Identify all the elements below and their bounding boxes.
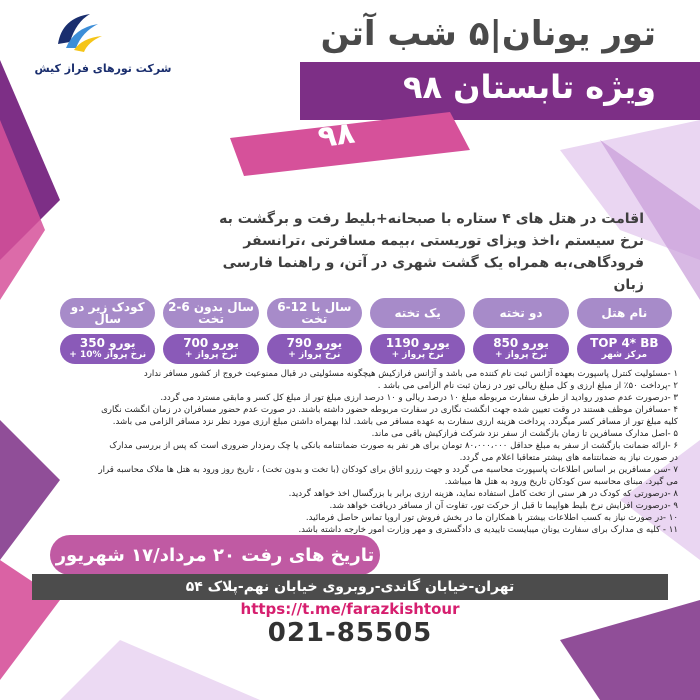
table-cell-child-no-bed: [163, 334, 258, 364]
price-single-note: + نرخ پرواز: [391, 350, 444, 360]
terms-item: ۴ -مسافران موظف هستند در وقت تعیین شده جهت انگشت نگاری در سفارت مربوطه حضور داشته باشند. در صورت عدم حضور مسافران در زمان انگشت نگاری: [101, 405, 678, 415]
table-cell-single: [370, 334, 465, 364]
table-header-hotel: نام هتل: [577, 298, 672, 328]
price-child-no-bed-note: + نرخ پرواز: [184, 350, 238, 360]
terms-item: ۸ -درصورتی که کودک در هر سنی از تخت کامل استفاده نماید، هزینه ارزی برابر با بزرگسال اخذ خواهد گردید.: [288, 489, 678, 499]
price-infant-note: + 10% نرخ پرواز: [69, 350, 147, 360]
hotel-name: TOP 4* BB: [590, 336, 659, 350]
address-bar: تهران-خیابان گاندی-روبروی خیابان نهم-پلاک ۵۴: [32, 574, 668, 600]
price-double: 850 یورو: [493, 336, 549, 350]
terms-item: ۱۰ -در صورت نیاز به کسب اطلاعات بیشتر با همکاران ما در بخش فروش تور اروپا تماس حاصل فرمائید.: [305, 513, 678, 523]
table-cell-double: [473, 334, 568, 364]
terms-item: ۱۱ - کلیه ی مدارک برای سفارت یونان میبایست تاییدیه ی دادگستری و مهر وزارت امور خارجه داشته باشد.: [298, 525, 678, 535]
table-header-row: [60, 298, 672, 330]
terms-item: ۶ -ارائه ضمانت بازگشت از سفر به مبلغ حداقل ۸۰،۰۰۰،۰۰۰ تومان برای هر نفر به صورت ضمانتنامه بانکی یا چک رمزدار ضروری است که پس از بررسی مدارک: [109, 441, 678, 451]
terms-item: می گیرد. مبنای محاسبه سن کودکان تاریخ ورود به هتل ها میباشد.: [444, 477, 678, 487]
price-child-no-bed: 700 یورو: [183, 336, 239, 350]
swoosh-logo-icon: [52, 6, 104, 54]
tour-description: اقامت در هتل های ۴ ستاره با صبحانه+بلیط رفت و برگشت به نرخ سیستم ،اخذ ویزای توریستی ،بیمه مسافرتی ،ترانسفر فرودگاهی،به همراه یک گشت شهری در آتن، و راهنما فارسی زبان: [219, 211, 644, 293]
phone-number[interactable]: 021-85505: [267, 618, 433, 648]
page-subtitle: ویژه تابستان ۹۸: [402, 68, 656, 106]
table-cell-infant: [60, 334, 155, 364]
terms-item: ۱ -مسئولیت کنترل پاسپورت بعهده آژانس ثبت نام کننده می باشد و آژانس فرازکیش هیچگونه مسئولیتی در قبال ممنوعیت خروج از کشور مسافر ندارد: [143, 369, 678, 379]
terms-item: در صورت نیاز به ضمانتنامه های بیشتر متعاقبا اعلام می گردد.: [459, 453, 678, 463]
terms-item: ۹ -درصورت افزایش نرخ بلیط هواپیما تا قبل از حرکت تور، تفاوت آن از مسافر دریافت خواهد شد.: [329, 501, 678, 511]
terms-item: ۳ -درصورت عدم صدور روادید از طرف سفارت مربوطه مبلغ ۱۰ درصد ریالی و ۱۰ درصد ارزی مبلغ تور از مبلغ کل کسر و مابقی مسترد می گردد.: [160, 393, 678, 403]
price-infant: 350 یورو: [79, 336, 136, 350]
table-cell-hotel: [577, 334, 672, 364]
departure-dates: تاریخ های رفت ۲۰ مرداد/۱۷ شهریور: [50, 535, 380, 575]
terms-list: [28, 368, 678, 536]
terms-item: ۲ -پرداخت ۵۰٪ از مبلغ ارزی و کل مبلغ ریالی تور در زمان ثبت نام الزامی می باشد .: [377, 381, 678, 391]
company-name: شرکت تورهای فراز کیش: [34, 62, 172, 75]
price-double-note: + نرخ پرواز: [494, 350, 548, 360]
telegram-link[interactable]: https://t.me/farazkishtour: [240, 600, 460, 618]
page-title: تور یونان|۵ شب آتن: [320, 14, 656, 54]
price-child-with-bed-note: + نرخ پرواز: [288, 350, 341, 360]
terms-item: ۷ -سن مسافرین بر اساس اطلاعات پاسپورت محاسبه می گردد و جهت رزرو اتاق برای کودکان (با تخت و بدون تخت) ، تاریخ روز ورود به هتل ها ملاک محاسبه قرار: [98, 465, 678, 475]
season-ribbon-text: ۹۸: [315, 115, 357, 156]
table-header-infant: کودک زیر دو سال: [60, 298, 155, 328]
table-row: [60, 334, 672, 366]
table-cell-child-with-bed: [267, 334, 362, 364]
bottom-light-shape: [60, 640, 260, 700]
price-child-with-bed: 790 یورو: [286, 336, 343, 350]
table-header-double: دو تخته: [473, 298, 568, 328]
table-header-child-no-bed: 2-6 سال بدون تخت: [163, 298, 258, 328]
table-header-single: یک تخته: [370, 298, 465, 328]
terms-item: ۵ -اصل مدارک مسافرین تا زمان بازگشت از سفر نزد شرکت فرازکیش باقی می ماند.: [371, 429, 678, 439]
table-header-child-with-bed: 6-12 سال با تخت: [267, 298, 362, 328]
hotel-location: مرکز شهر: [601, 350, 648, 360]
terms-item: کلیه مبلغ تور از مسافر کسر میگردد. پرداخت هزینه ارزی سفارت به عهده مسافر می باشد. لذا بهمراه داشتن مبلغ ارزی مورد نظر نزد مسافر الزامی می باشد.: [112, 417, 678, 427]
price-single: 1190 یورو: [385, 336, 450, 350]
